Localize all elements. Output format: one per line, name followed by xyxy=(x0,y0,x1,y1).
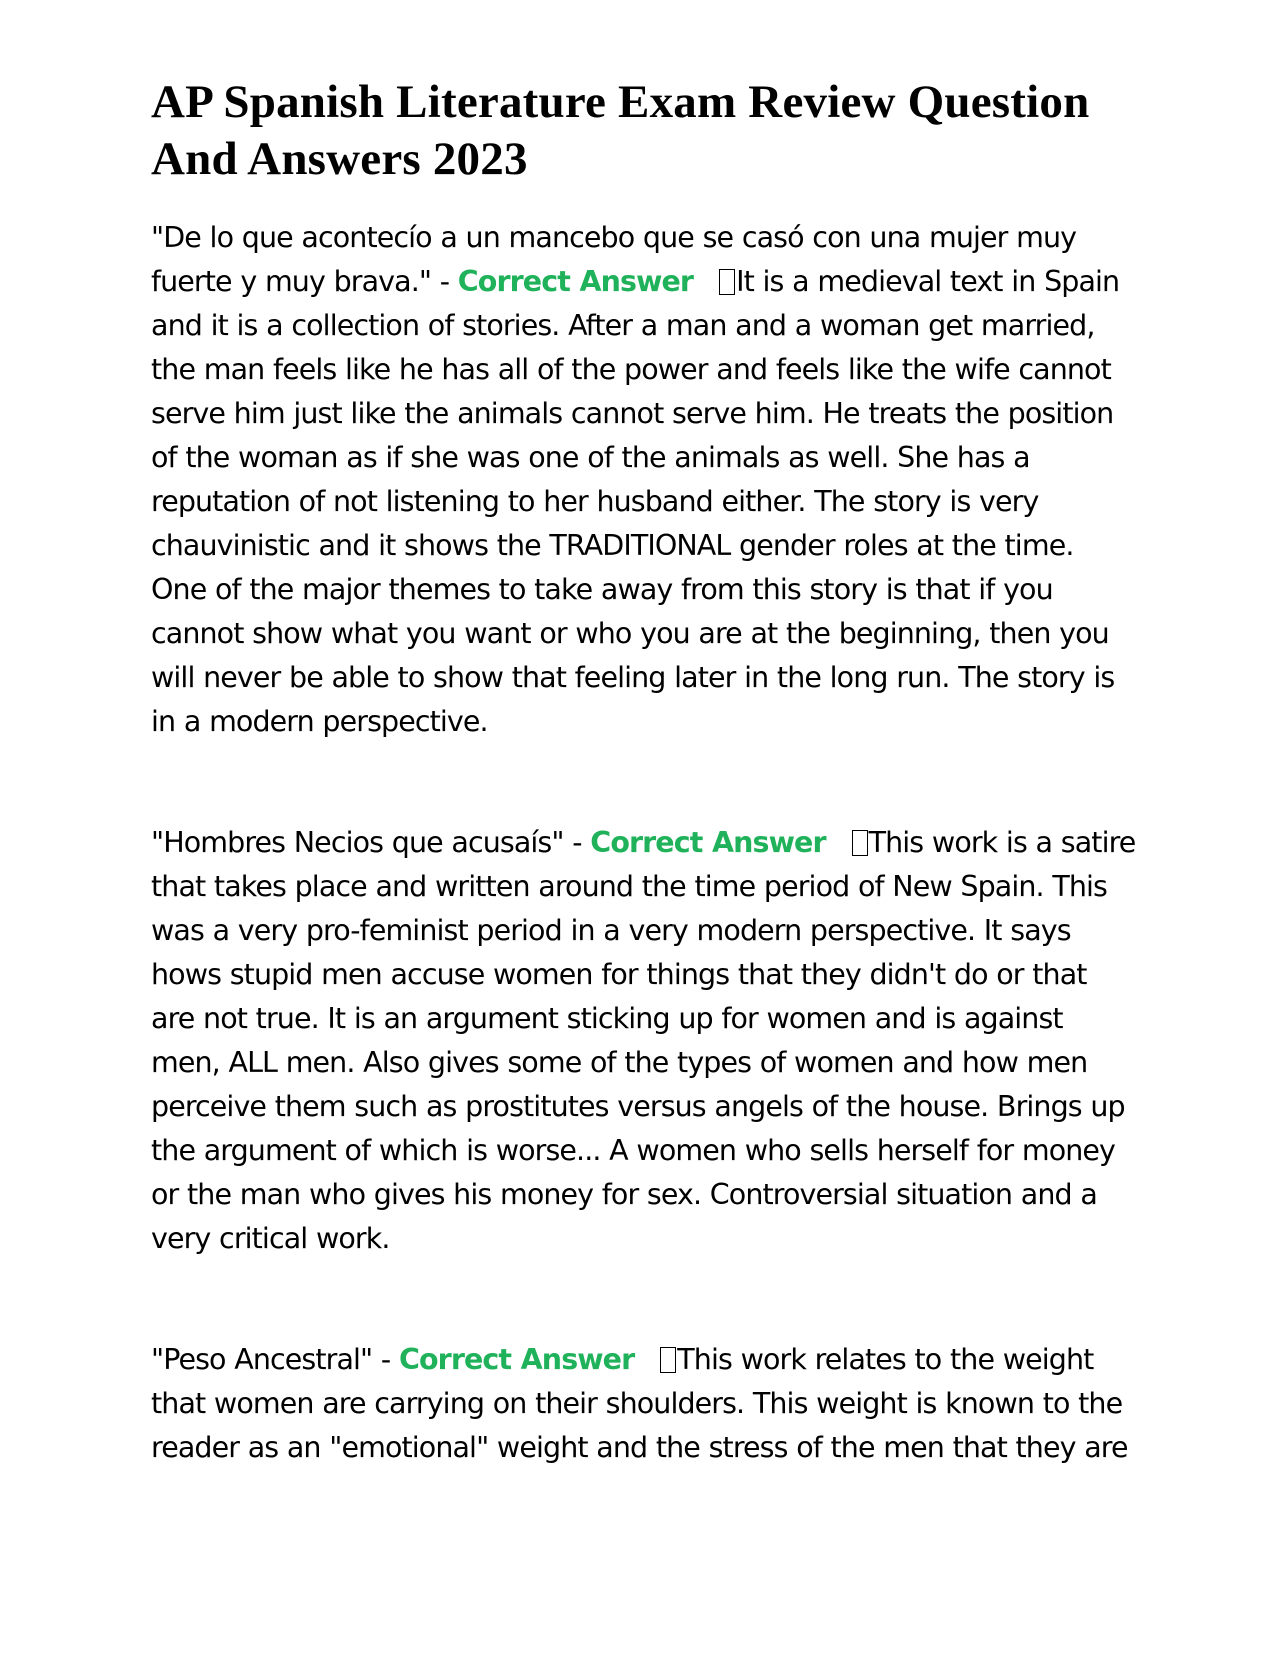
separator: - xyxy=(563,826,591,859)
answer-text: This work is a satire that takes place and written around the time period of New Spain. This was a very pro-feminist period in a very modern perspective. It says hows stupid men accuse women for things that they didn't do or that are not true. It is an argument sticking up for women and is against men, ALL men. Also gives some of the types of women and how men perceive them such as prostitutes versus angels of the house. Brings up the argument of which is worse... A women who sells herself for money or the man who gives his money for sex. Controversial situation and a very critical work. xyxy=(151,826,1136,1255)
page-title: AP Spanish Literature Exam Review Question And Answers 2023 xyxy=(151,76,1090,185)
document-page xyxy=(151,74,1136,1470)
missing-glyph-icon xyxy=(852,830,868,856)
separator: - xyxy=(431,265,458,298)
correct-answer-label: Correct Answer xyxy=(457,265,694,298)
missing-glyph-icon xyxy=(719,269,735,295)
answer-text: This work relates to the weight that women are carrying on their shoulders. This weight is known to the reader as an "emotional" weight and the stress of the men that they are xyxy=(151,1343,1128,1464)
missing-glyph-icon xyxy=(660,1347,676,1373)
qa-item-2 xyxy=(151,821,1136,1261)
answer-text: It is a medieval text in Spain and it is a collection of stories. After a man and a woman get married, the man feels like he has all of the power and feels like the wife cannot serve him just like the animals cannot serve him. He treats the position of the woman as if she was one of the animals as well. She has a reputation of not listening to her husband either. The story is very chauvinistic and it shows the TRADITIONAL gender roles at the time. One of the major themes to take away from this story is that if you cannot show what you want or who you are at the beginning, then you will never be able to show that feeling later in the long run. The story is in a modern perspective. xyxy=(151,265,1120,738)
question-text: "De lo que acontecío a un mancebo que se casó con una mujer muy fuerte y muy brava." xyxy=(151,221,1077,298)
qa-item-3 xyxy=(151,1338,1136,1470)
question-text: "Hombres Necios que acusaís" xyxy=(151,826,564,859)
question-text: "Peso Ancestral" xyxy=(151,1343,373,1376)
qa-item-1 xyxy=(151,216,1136,744)
correct-answer-label: Correct Answer xyxy=(590,826,826,859)
separator: - xyxy=(372,1343,399,1376)
correct-answer-label: Correct Answer xyxy=(398,1343,635,1376)
